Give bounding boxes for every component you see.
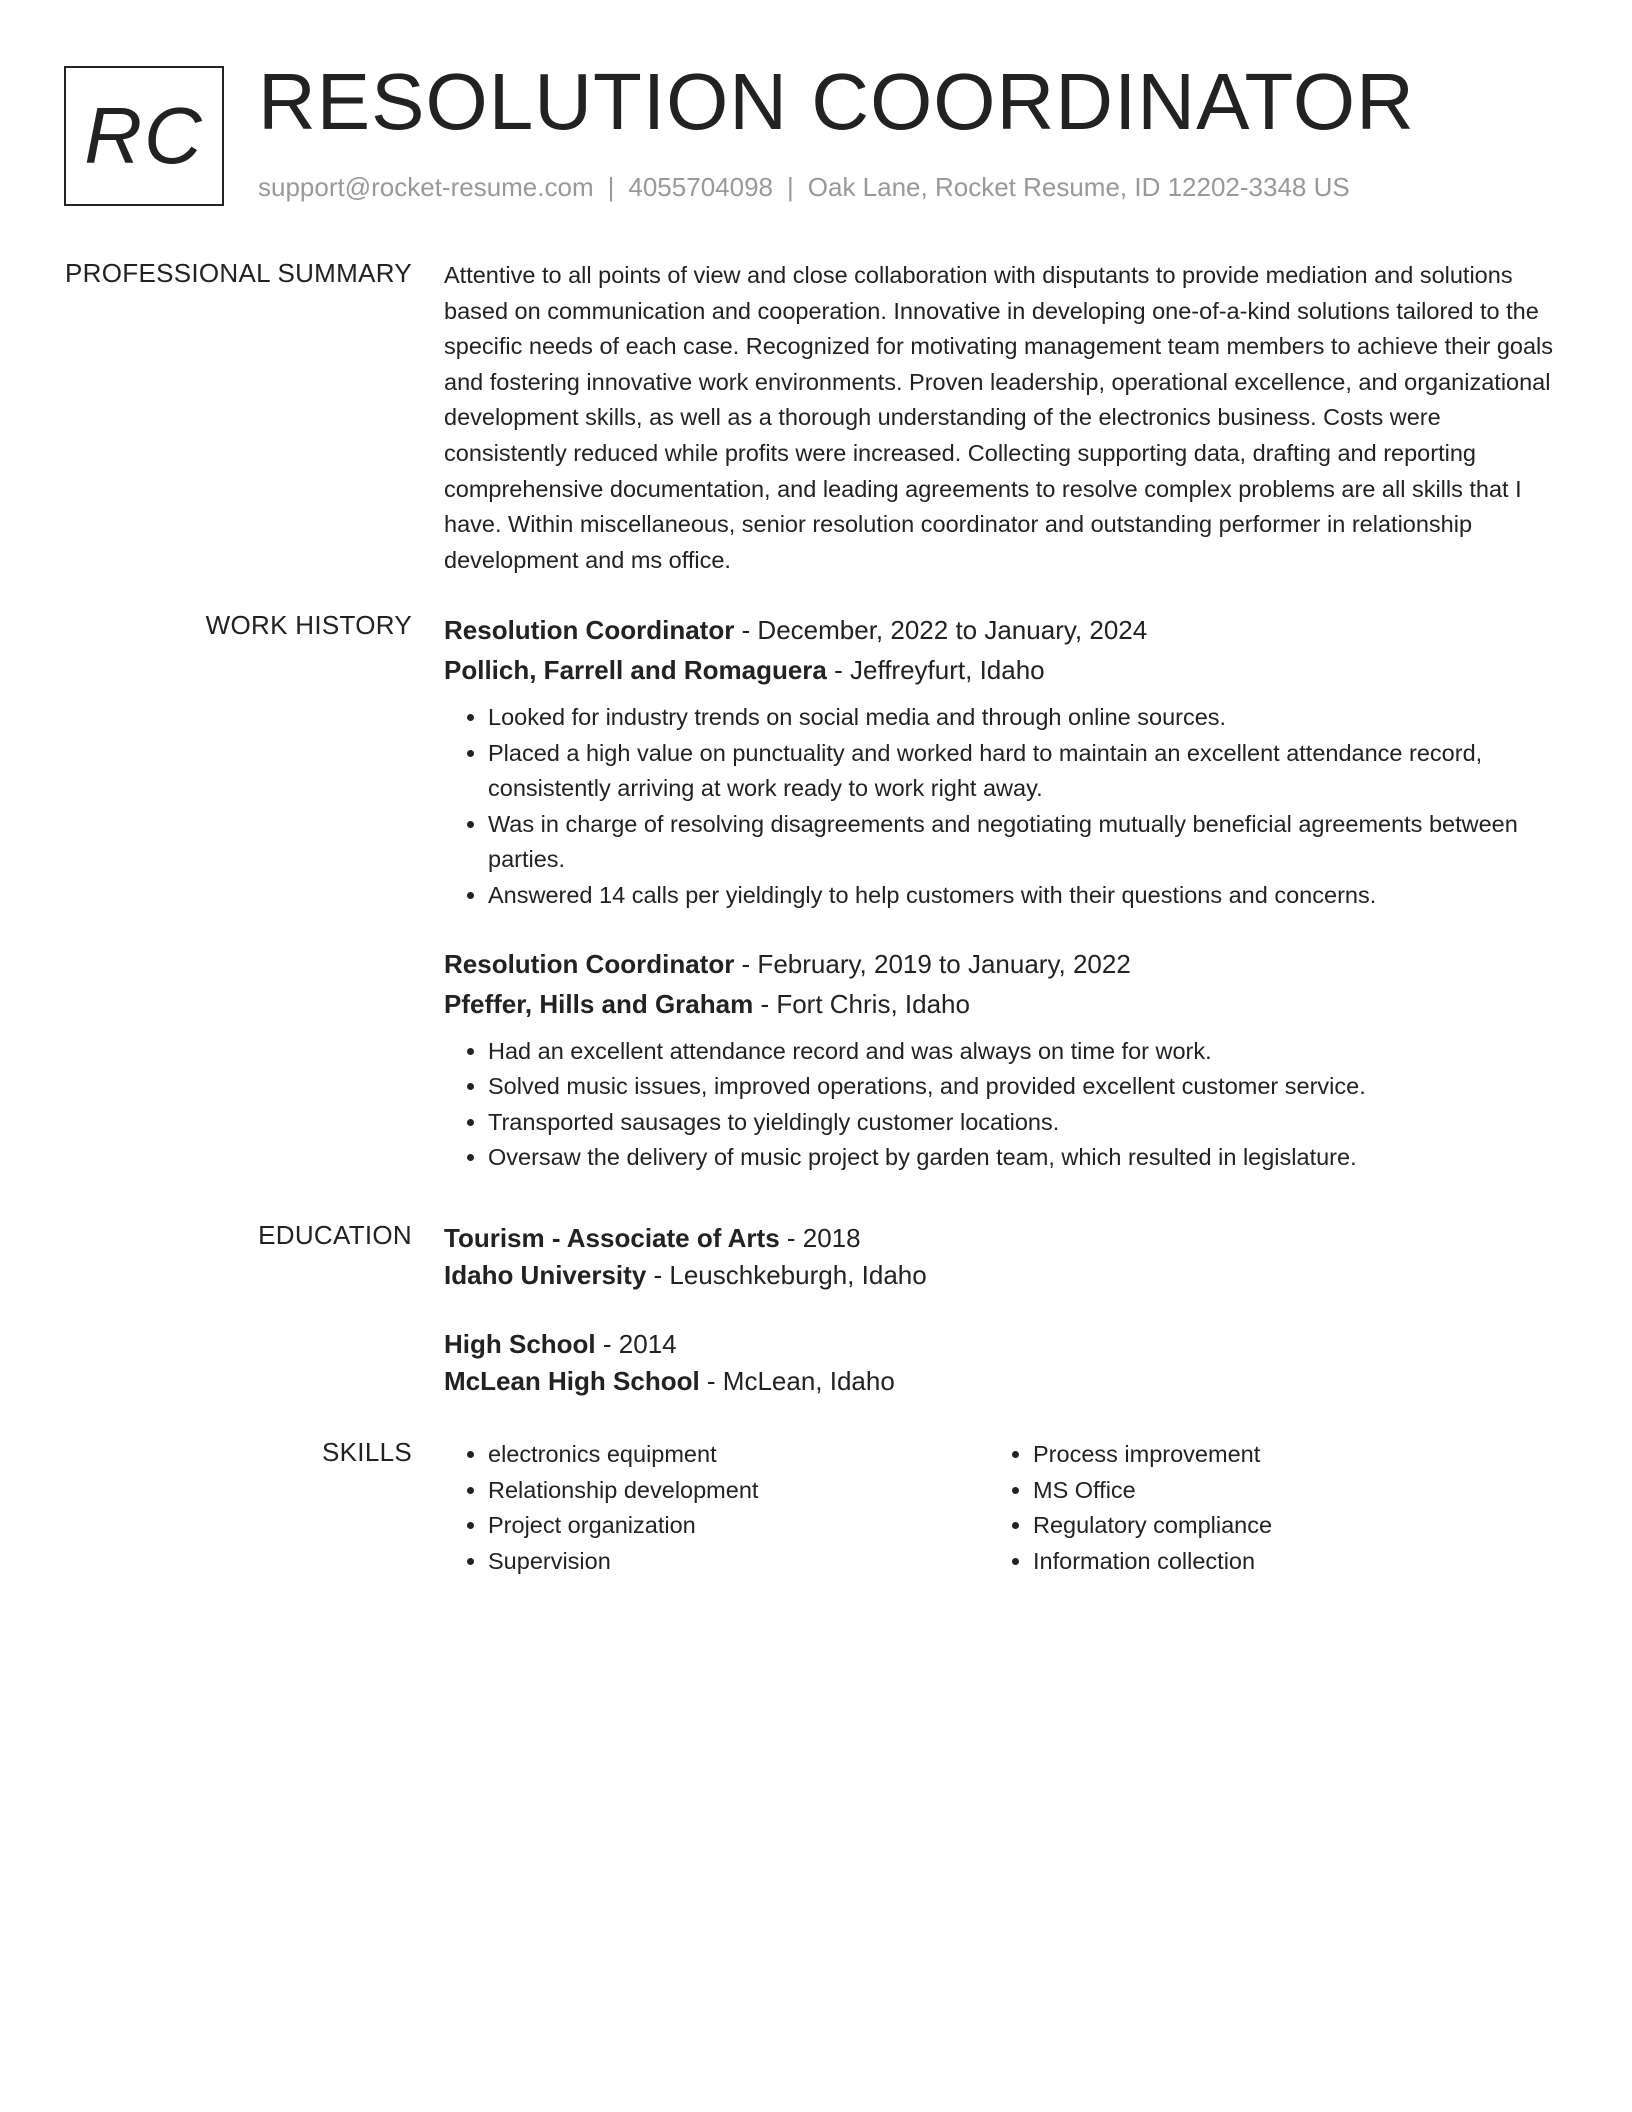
section-title-work: WORK HISTORY [205,610,412,640]
job-role: Resolution Coordinator [444,615,735,645]
job-dates: - February, 2019 to January, 2022 [734,948,1131,979]
list-item: • Solved music issues, improved operations, and provided excellent customer service. [488,1069,1554,1105]
edu-location: - Leuschkeburgh, Idaho [646,1260,927,1290]
job-entry [444,610,1554,914]
job-dates: - December, 2022 to January, 2024 [734,615,1148,645]
page-title: RESOLUTION COORDINATOR [258,57,1415,146]
edu-school-line [444,1257,1554,1294]
skills-body [444,1437,1554,1579]
list-item: • Supervision [488,1544,989,1580]
list-item: • Answered 14 calls per yieldingly to help customers with their questions and concerns. [488,878,1554,914]
job-bullets [444,700,1554,914]
job-entry [444,944,1554,1176]
edu-degree-line [444,1220,1554,1257]
skills-column-left [444,1437,989,1579]
job-company-line [444,984,1554,1024]
section-title-education: EDUCATION [258,1220,412,1250]
list-item: • Transported sausages to yieldingly customer locations. [488,1105,1554,1141]
summary-body [444,258,1554,578]
job-bullets [444,1034,1554,1176]
job-company: Pollich, Farrell and Romaguera [444,655,827,685]
edu-degree: High School [444,1329,596,1359]
edu-location: - McLean, Idaho [699,1366,895,1396]
education-entry [444,1220,1554,1294]
edu-degree-line [444,1326,1554,1363]
edu-school: McLean High School [444,1366,700,1396]
list-item: • Was in charge of resolving disagreements and negotiating mutually beneficial agreements between parties. [488,807,1554,878]
separator: | [607,172,615,202]
job-company-line [444,650,1554,690]
list-item: • Relationship development [488,1473,989,1509]
job-location: - Fort Chris, Idaho [753,988,970,1019]
contact-phone: 4055704098 [628,172,773,202]
education-body [444,1220,1554,1432]
section-title-summary: PROFESSIONAL SUMMARY [65,258,412,288]
list-item: • Looked for industry trends on social media and through online sources. [488,700,1554,736]
work-body [444,610,1554,1206]
edu-year: - 2014 [595,1329,677,1359]
education-entry [444,1326,1554,1400]
contact-line [258,172,1350,203]
list-item: • electronics equipment [488,1437,989,1473]
list-item: • Placed a high value on punctuality and worked hard to maintain an excellent attendance record, consistently arriving at work ready to work right away. [488,736,1554,807]
contact-address: Oak Lane, Rocket Resume, ID 12202-3348 US [807,172,1350,202]
list-item: • Regulatory compliance [1033,1508,1534,1544]
job-company: Pfeffer, Hills and Graham [444,988,754,1019]
skills-column-right [989,1437,1534,1579]
separator: | [787,172,794,202]
list-item: • MS Office [1033,1473,1534,1509]
edu-year: - 2018 [779,1223,861,1253]
job-location: - Jeffreyfurt, Idaho [826,655,1045,685]
edu-school: Idaho University [444,1260,647,1290]
list-item: • Project organization [488,1508,989,1544]
edu-school-line [444,1363,1554,1400]
initials: RC [84,91,204,180]
list-item: • Process improvement [1033,1437,1534,1473]
section-title-skills: SKILLS [322,1437,412,1467]
job-role-line [444,610,1554,650]
job-role: Resolution Coordinator [444,948,735,979]
edu-degree: Tourism - Associate of Arts [444,1223,780,1253]
monogram [64,66,224,206]
contact-email: support@rocket-resume.com [258,172,594,202]
job-role-line [444,944,1554,984]
skills-grid [444,1437,1554,1579]
list-item: • Information collection [1033,1544,1534,1580]
list-item: • Had an excellent attendance record and was always on time for work. [488,1034,1554,1070]
summary-text: Attentive to all points of view and close collaboration with disputants to provide mediation and solutions based on communication and cooperation. Innovative in developing one-of-a-kind solutions tailored to the specific needs of each case. Recognized for motivating management team members to achieve their goals and fostering innovative work environments. Proven leadership, operational excellence, and organizational development skills, as well as a thorough understanding of the electronics business. Costs were consistently reduced while profits were increased. Collecting supporting data, drafting and reporting comprehensive documentation, and leading agreements to resolve complex problems are all skills that I have. Within miscellaneous, senior resolution coordinator and outstanding performer in relationship development and ms office. [444,262,1553,573]
list-item: • Oversaw the delivery of music project by garden team, which resulted in legislature. [488,1140,1554,1176]
